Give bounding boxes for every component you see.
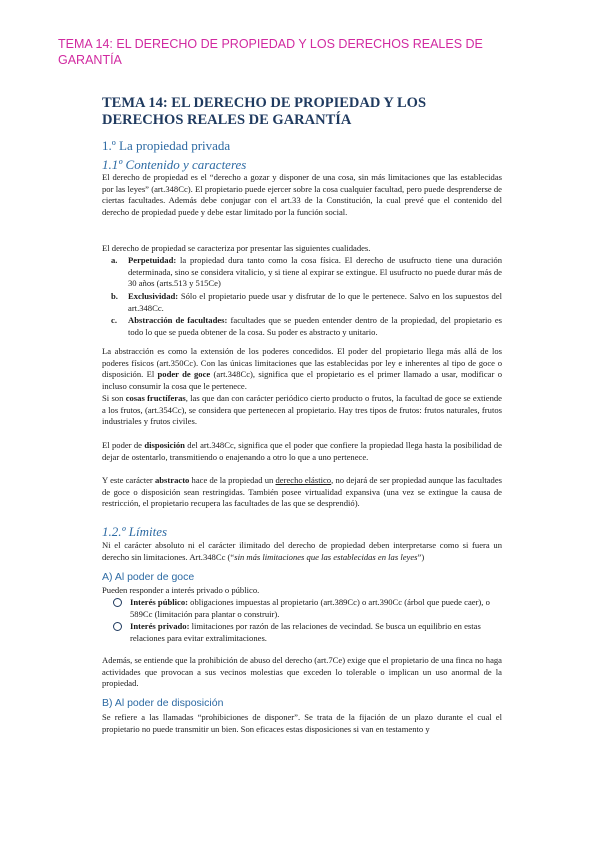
list-item-exclusividad: b. Exclusividad: Sólo el propietario puede usar y disfrutar de lo que le pertenece. Salvo en los supuestos del art.348Cc. (111, 291, 502, 313)
ring-bullet-icon (113, 622, 122, 631)
section-1-heading: 1.º La propiedad privada (102, 138, 231, 153)
term: Abstracción de facultades: (128, 315, 228, 325)
list-marker: a. (111, 255, 118, 265)
paragraph-goce-intro: Pueden responder a interés privado o público. (102, 585, 260, 595)
paragraph-abstraccion: La abstracción es como la extensión de los poderes concedidos. El poder del propietario llega más allá de los poderes físicos (art.350Cc). Con las únicas limitaciones que las establecidas por ley e inherentes al tipo de goce o disposición. El poder de goce (art.348Cc), significa que el propietario es el primer llamado a usar, modificar o incluso consumir la cosa que le pertenece. (102, 346, 502, 391)
subsection-a-heading: A) Al poder de goce (102, 571, 195, 583)
paragraph-definition: El derecho de propiedad es el “derecho a gozar y disponer de una cosa, sin más limitaciones que las establecidas por las leyes” (art.348Cc). El propietario puede ejercer sobre la cosa cualquier facultad, pero puede desprenderse de ciertas facultades. Además debe conjugar con el art.33 de la Constitución, la cual prevé que el contenido del derecho de propiedad puede y debe estar limitado por la función social. (102, 172, 502, 217)
section-1-2-heading: 1.2.º Límites (102, 524, 168, 539)
ring-bullet-icon (113, 598, 122, 607)
list-marker: b. (111, 291, 118, 301)
bullet-interes-privado: Interés privado: limitaciones por razón de las relaciones de vecindad. Se busca un equilibrio en estas relaciones para evitar extralimitaciones. (130, 621, 502, 644)
paragraph-abuso-derecho: Además, se entiende que la prohibición de abuso del derecho (art.7Ce) exige que el propietario de una finca no haga actividades que provocan a sus vecinos molestias que exceden lo tolerable o implican un uso anormal de la propiedad. (102, 655, 502, 688)
bullet-interes-publico: Interés público: obligaciones impuestas al propietario (art.389Cc) o art.390Cc (árbol que puede caer), o 589Cc (limitación para plantar o construir). (130, 597, 502, 620)
term: Perpetuidad: (128, 255, 177, 265)
list-item-abstraccion: c. Abstracción de facultades: facultades que se pueden entender dentro de la propiedad, del propietario es todo lo que se pueda obtener de la cosa. Su poder es abstracto y unitario. (111, 315, 502, 337)
paragraph-limites: Ni el carácter absoluto ni el carácter ilimitado del derecho de propiedad deben interpretarse como si fuera un derecho sin limitaciones. Art.348Cc (“sin más limitaciones que las establecidas en las leyes”) (102, 540, 502, 562)
list-item-perpetuidad: a. Perpetuidad: la propiedad dura tanto como la cosa física. El derecho de usufructo tiene una duración determinada, sino se considera vitalicio, y si tiene al expirar se extingue. El usufructo no puede durar más de 30 años (arts.513 y 515Ce) (111, 255, 502, 288)
subsection-b-heading: B) Al poder de disposición (102, 697, 224, 709)
paragraph-cosas-fructiferas: Si son cosas fructíferas, las que dan con carácter periódico cierto producto o frutos, la facultad de goce se extiende a los frutos, (art.354Cc), se considera que pertenecen al propietario. Hay tres tipos de frutos: frutos naturales, frutos industriales y frutos civiles. (102, 393, 502, 426)
running-header: TEMA 14: EL DERECHO DE PROPIEDAD Y LOS DERECHOS REALES DE GARANTÍA (58, 37, 483, 67)
paragraph-qualities-intro: El derecho de propiedad se caracteriza por presentar las siguientes cualidades. (102, 243, 371, 253)
list-marker: c. (111, 315, 117, 325)
section-1-1-heading: 1.1º Contenido y caracteres (102, 157, 247, 172)
paragraph-prohibiciones: Se refiere a las llamadas “prohibiciones de disponer”. Se trata de la fijación de un plazo durante el cual el propietario no puede transmitir un bien. Son eficaces estas disposiciones si van en testamento y (102, 712, 502, 734)
paragraph-derecho-elastico: Y este carácter abstracto hace de la propiedad un derecho elástico, no dejará de ser propiedad aunque las facultades de goce o disposición sean restringidas. También posee virtualidad expansiva (una vez se extingue la causa de restricción, el propietario recupera las facultades de las que se desprendió). (102, 475, 502, 508)
term: Exclusividad: (128, 291, 179, 301)
document-title: TEMA 14: EL DERECHO DE PROPIEDAD Y LOS DERECHOS REALES DE GARANTÍA (102, 95, 427, 128)
paragraph-disposicion: El poder de disposición del art.348Cc, significa que el poder que confiere la propiedad llega hasta la posibilidad de dejar de ostentarlo, transmitiendo o enajenando a otro lo que a uno pertenece. (102, 440, 503, 462)
